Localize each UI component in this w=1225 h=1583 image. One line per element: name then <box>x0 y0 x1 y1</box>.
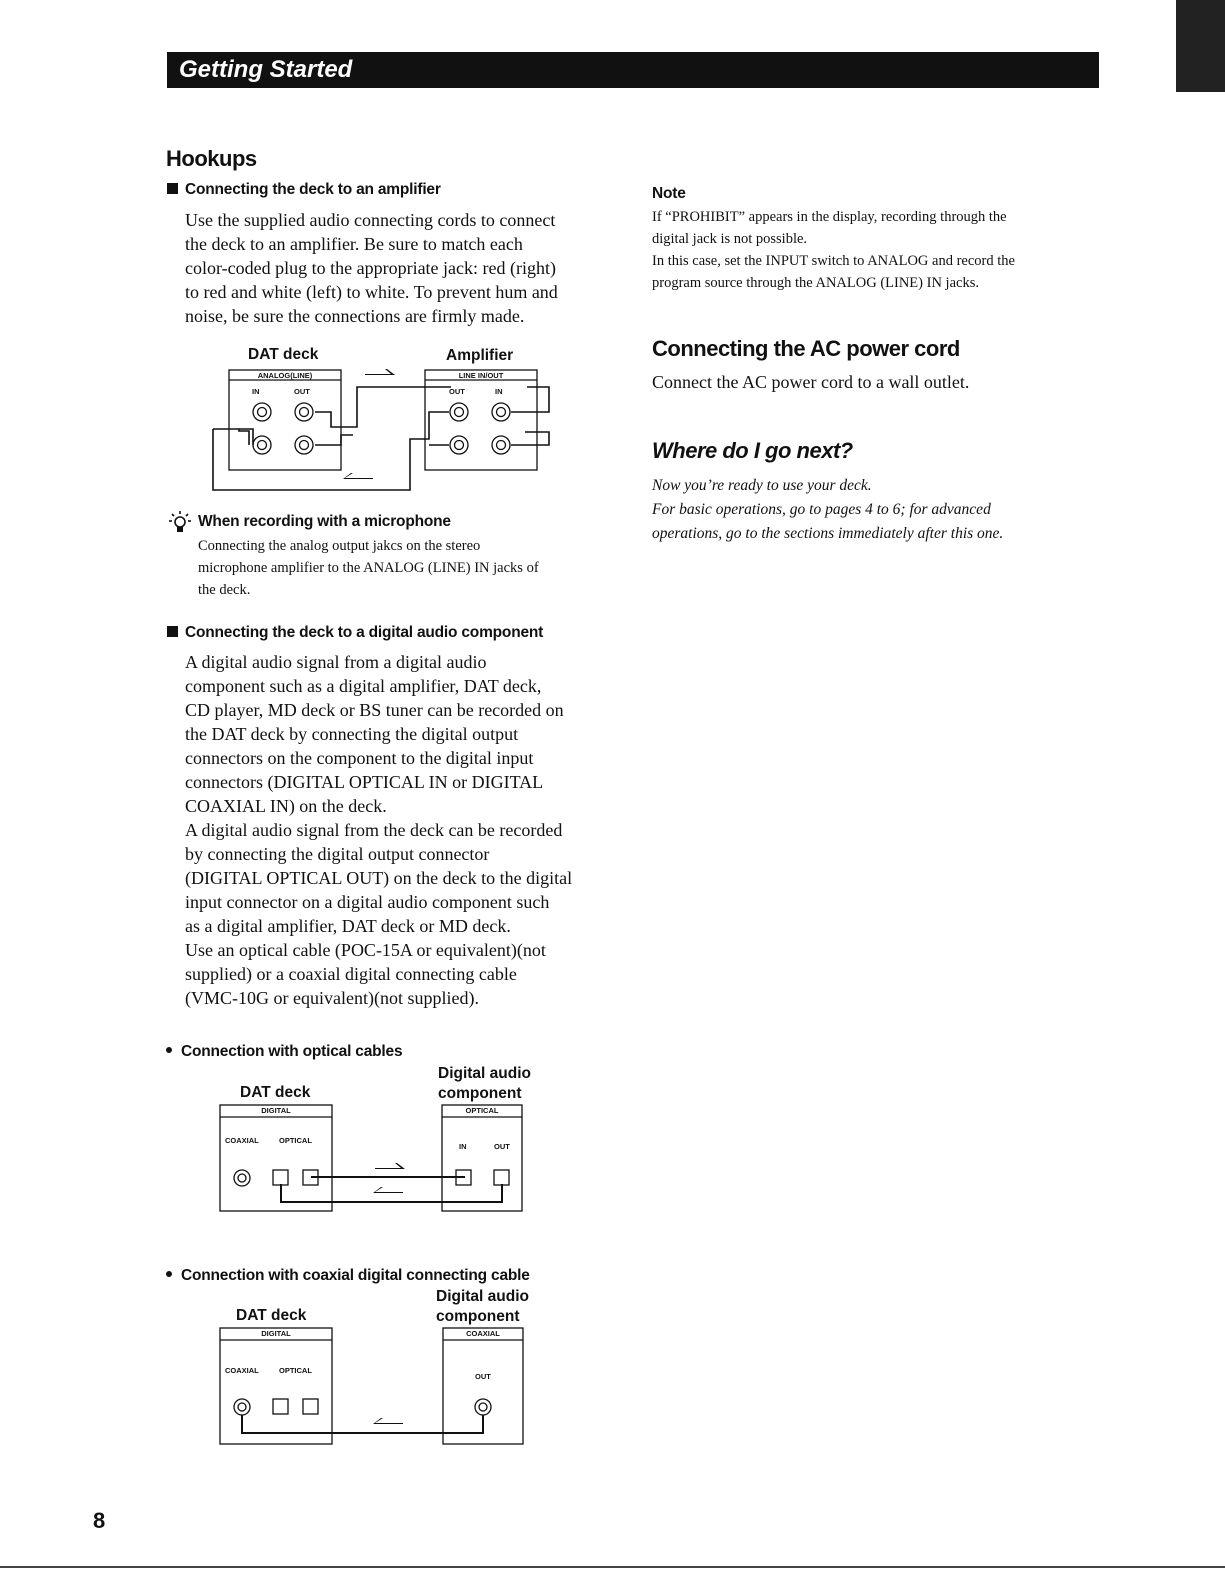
section-header-bar <box>167 52 1099 88</box>
tip-body <box>198 535 618 601</box>
amp-line-panel-label: LINE IN/OUT <box>458 371 504 380</box>
amp-line: Use the supplied audio connecting cords to connect <box>185 210 556 230</box>
optical-dat-label: DAT deck <box>240 1084 311 1101</box>
optical-connection-diagram <box>215 1100 535 1215</box>
note-heading: Note <box>652 185 686 202</box>
next-body <box>652 474 1102 546</box>
round-bullet-icon <box>166 1047 172 1053</box>
digital-body <box>185 650 615 1010</box>
page-number: 8 <box>93 1508 106 1533</box>
digital-line: the DAT deck by connecting the digital output <box>185 724 519 744</box>
optical-comp-label-1: Digital audio <box>438 1065 531 1082</box>
optical-comp-in-label: IN <box>459 1142 467 1151</box>
amp-diagram-amplifier-label: Amplifier <box>446 347 514 364</box>
digital-line: component such as a digital amplifier, DAT deck, <box>185 676 542 696</box>
coax-dat-panel-label: DIGITAL <box>261 1329 291 1338</box>
next-line: Now you’re ready to use your deck. <box>652 477 872 494</box>
digital-heading: Connecting the deck to a digital audio component <box>167 624 543 642</box>
coaxial-connection-diagram <box>215 1323 535 1448</box>
digital-line: (DIGITAL OPTICAL OUT) on the deck to the digital <box>185 868 573 888</box>
optical-heading: Connection with optical cables <box>166 1043 402 1061</box>
tip-line: the deck. <box>198 582 251 598</box>
digital-line: supplied) or a coaxial digital connecting cable <box>185 964 517 984</box>
ac-heading: Connecting the AC power cord <box>652 336 960 361</box>
hookups-title: Hookups <box>166 146 257 171</box>
amp-line: color-coded plug to the appropriate jack: red (right) <box>185 258 556 278</box>
section-title: Getting Started <box>179 56 353 83</box>
amplifier-line-panel <box>425 370 537 470</box>
dat-in-label: IN <box>252 387 260 396</box>
digital-line: input connector on a digital audio component such <box>185 892 550 912</box>
amp-diagram-dat-label: DAT deck <box>248 346 319 363</box>
digital-line: CD player, MD deck or BS tuner can be recorded on <box>185 700 564 720</box>
coax-dat-label: DAT deck <box>236 1307 307 1324</box>
dat-analog-panel-label: ANALOG(LINE) <box>257 371 313 380</box>
tip-lightbulb-icon <box>168 509 192 533</box>
amp-line: the deck to an amplifier. Be sure to match each <box>185 234 523 254</box>
digital-line: as a digital amplifier, DAT deck or MD deck. <box>185 916 511 936</box>
digital-line: connectors on the component to the digital input <box>185 748 534 768</box>
optical-comp-out-label: OUT <box>494 1142 510 1151</box>
coax-comp-label-1: Digital audio <box>436 1288 529 1305</box>
note-line: program source through the ANALOG (LINE) IN jacks. <box>652 275 979 291</box>
optical-coaxial-label: COAXIAL <box>225 1136 259 1145</box>
coax-comp-label-2: component <box>436 1308 520 1325</box>
note-line: digital jack is not possible. <box>652 231 808 247</box>
dat-analog-panel <box>229 370 341 470</box>
amp-out-label: OUT <box>449 387 465 396</box>
coax-comp-panel-label: COAXIAL <box>466 1329 500 1338</box>
coax-heading: Connection with coaxial digital connecting cable <box>166 1267 530 1285</box>
optical-comp-label-2: component <box>438 1085 522 1102</box>
note-line: If “PROHIBIT” appears in the display, recording through the <box>652 209 1007 225</box>
square-bullet-icon <box>167 626 178 637</box>
round-bullet-icon <box>166 1271 172 1277</box>
digital-line: A digital audio signal from the deck can be recorded <box>185 820 563 840</box>
amp-body <box>185 208 615 328</box>
digital-line: (VMC-10G or equivalent)(not supplied). <box>185 988 479 1008</box>
square-bullet-icon <box>167 183 178 194</box>
note-line: In this case, set the INPUT switch to ANALOG and record the <box>652 253 1015 269</box>
amplifier-connection-diagram <box>205 365 565 497</box>
tip-heading: When recording with a microphone <box>198 513 451 530</box>
coax-optical-label: OPTICAL <box>279 1366 312 1375</box>
ac-text: Connect the AC power cord to a wall outlet. <box>652 372 970 392</box>
digital-line: connectors (DIGITAL OPTICAL IN or DIGITAL <box>185 772 544 792</box>
digital-line: by connecting the digital output connector <box>185 844 490 864</box>
optical-comp-panel-label: OPTICAL <box>465 1106 499 1115</box>
tip-line: microphone amplifier to the ANALOG (LINE) IN jacks of <box>198 560 539 576</box>
optical-optical-label: OPTICAL <box>279 1136 312 1145</box>
note-body <box>652 206 1102 294</box>
edge-index-tab <box>1176 0 1225 92</box>
coax-comp-out-label: OUT <box>475 1372 491 1381</box>
amp-line: to red and white (left) to white. To prevent hum and <box>185 282 558 302</box>
digital-line: A digital audio signal from a digital audio <box>185 652 487 672</box>
optical-dat-panel-label: DIGITAL <box>261 1106 291 1115</box>
dat-out-label: OUT <box>294 387 310 396</box>
coax-coaxial-label: COAXIAL <box>225 1366 259 1375</box>
amp-in-label: IN <box>495 387 503 396</box>
next-line: For basic operations, go to pages 4 to 6; for advanced <box>652 501 991 518</box>
bottom-rule <box>0 1566 1225 1568</box>
amp-line: noise, be sure the connections are firmly made. <box>185 306 525 326</box>
tip-line: Connecting the analog output jakcs on the stereo <box>198 538 481 554</box>
next-line: operations, go to the sections immediately after this one. <box>652 525 1004 542</box>
digital-line: Use an optical cable (POC-15A or equivalent)(not <box>185 940 546 960</box>
amp-heading: Connecting the deck to an amplifier <box>167 181 441 199</box>
next-heading: Where do I go next? <box>652 438 853 463</box>
digital-line: COAXIAL IN) on the deck. <box>185 796 387 816</box>
